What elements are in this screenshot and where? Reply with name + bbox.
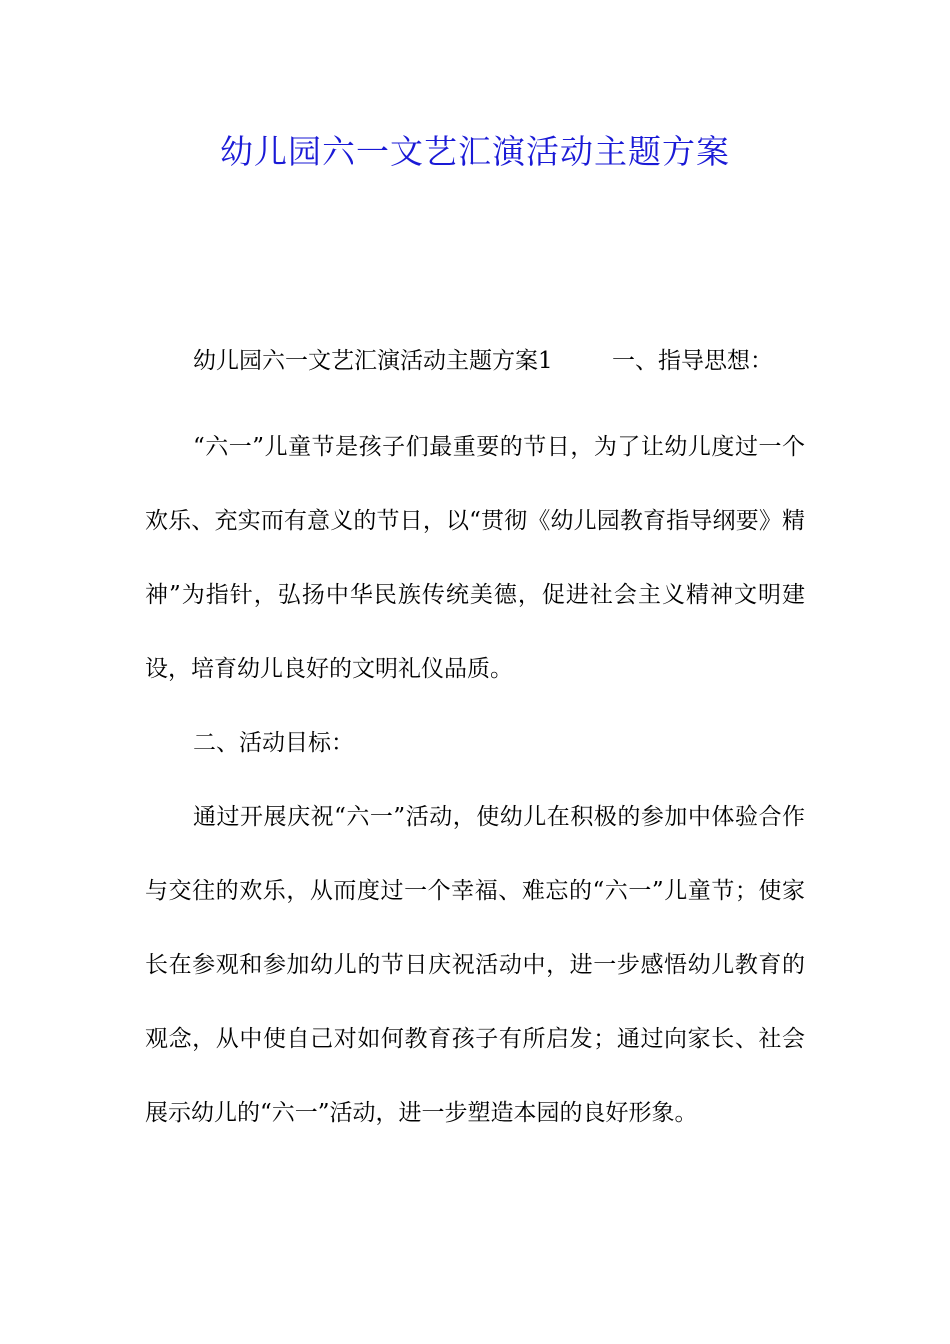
document-title: 幼儿园六一文艺汇演活动主题方案 [220,132,730,171]
intro-heading: 幼儿园六一文艺汇演活动主题方案1 [193,348,553,374]
intro-line [145,336,805,386]
document-body [145,336,805,1150]
section1-paragraph: “六一”儿童节是孩子们最重要的节日，为了让幼儿度过一个欢乐、充实而有意义的节日，以“贯彻《幼儿园教育指导纲要》精神”为指针，弘扬中华民族传统美德，促进社会主义精神文明建设，培育幼儿良好的文明礼仪品质。 [145,434,805,682]
section2-paragraph: 通过开展庆祝“六一”活动，使幼儿在积极的参加中体验合作与交往的欢乐，从而度过一个幸福、难忘的“六一”儿童节；使家长在参观和参加幼儿的节日庆祝活动中，进一步感悟幼儿教育的观念，从中使自己对如何教育孩子有所启发；通过向家长、社会展示幼儿的“六一”活动，进一步塑造本园的良好形象。 [145,804,805,1126]
section2-heading: 二、活动目标： [193,730,354,756]
section1-heading: 一、指导思想： [612,348,773,374]
